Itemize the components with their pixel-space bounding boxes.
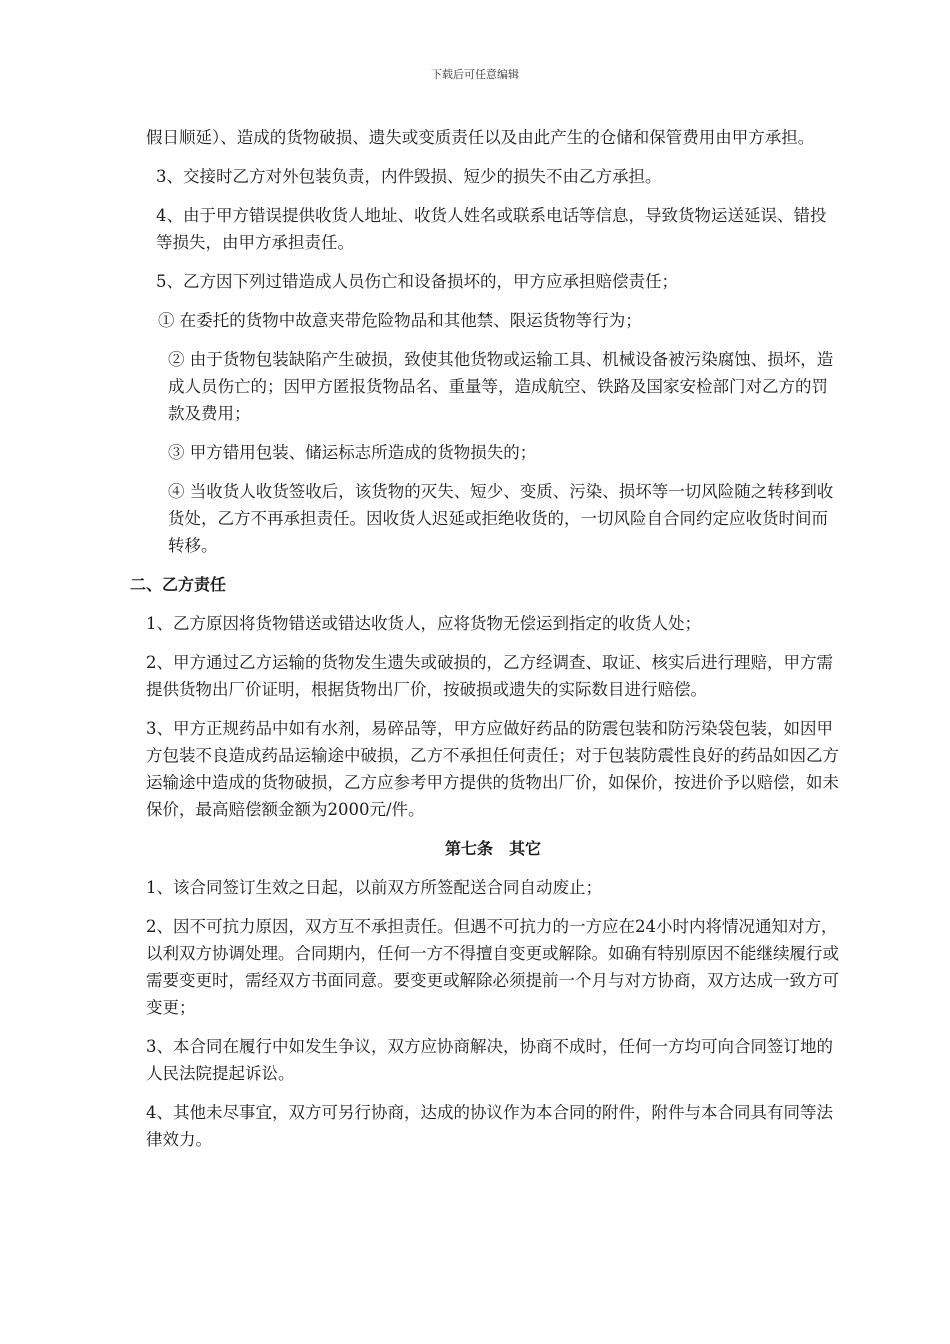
- paragraph: 4、其他未尽事宜，双方可另行协商，达成的协议作为本合同的附件，附件与本合同具有同等法律效力。: [146, 1103, 833, 1149]
- paragraph: 1、乙方原因将货物错送或错达收货人，应将货物无偿运到指定的收货人处；: [146, 614, 701, 633]
- paragraph: 2、甲方通过乙方运输的货物发生遗失或破损的，乙方经调查、取证、核实后进行理赔，甲方需提供货物出厂价证明，根据货物出厂价，按破损或遗失的实际数目进行赔偿。: [146, 653, 833, 699]
- paragraph: 5、乙方因下列过错造成人员伤亡和设备损坏的，甲方应承担赔偿责任；: [156, 272, 678, 291]
- section-heading: 二、乙方责任: [130, 575, 227, 594]
- paragraph: 3、本合同在履行中如发生争议，双方应协商解决，协商不成时，任何一方均可向合同签订地的人民法院提起诉讼。: [146, 1037, 833, 1083]
- paragraph: 假日顺延）、造成的货物破损、遗失或变质责任以及由此产生的仓储和保管费用由甲方承担。: [146, 128, 815, 147]
- paragraph: ④ 当收货人收货签收后，该货物的灭失、短少、变质、污染、损坏等一切风险随之转移到收货处，乙方不再承担责任。因收货人迟延或拒绝收货的，一切风险自合同约定应收货时间而转移。: [168, 482, 834, 555]
- paragraph: 3、甲方正规药品中如有水剂，易碎品等，甲方应做好药品的防震包装和防污染袋包装，如因甲方包装不良造成药品运输途中破损，乙方不承担任何责任；对于包装防震性良好的药品如因乙方运输途中造成的货物破损，乙方应参考甲方提供的货物出厂价，如保价，按进价予以赔偿，如未保价，最高赔偿额金额为2000元/件。: [146, 719, 839, 819]
- paragraph: ① 在委托的货物中故意夹带危险物品和其他禁、限运货物等行为；: [158, 311, 642, 330]
- article-heading: 第七条 其它: [444, 839, 541, 858]
- page-header: 下载后可任意编辑: [431, 68, 519, 81]
- paragraph: 2、因不可抗力原因，双方互不承担责任。但遇不可抗力的一方应在24小时内将情况通知对方，以利双方协调处理。合同期内，任何一方不得擅自变更或解除。如确有特别原因不能继续履行或需要变更时，需经双方书面同意。要变更或解除必须提前一个月与对方协商，双方达成一致方可变更；: [146, 917, 839, 1017]
- paragraph: 3、交接时乙方对外包装负责，内件毁损、短少的损失不由乙方承担。: [156, 167, 662, 186]
- paragraph: ② 由于货物包装缺陷产生破损，致使其他货物或运输工具、机械设备被污染腐蚀、损坏，造成人员伤亡的；因甲方匿报货物品名、重量等，造成航空、铁路及国家安检部门对乙方的罚款及费用；: [168, 350, 834, 423]
- document-body: [130, 124, 840, 1165]
- paragraph: ③ 甲方错用包装、储运标志所造成的货物损失的；: [168, 443, 537, 462]
- paragraph: 1、该合同签订生效之日起，以前双方所签配送合同自动废止；: [146, 878, 602, 897]
- paragraph: 4、由于甲方错误提供收货人地址、收货人姓名或联系电话等信息，导致货物运送延误、错投等损失，由甲方承担责任。: [156, 206, 827, 252]
